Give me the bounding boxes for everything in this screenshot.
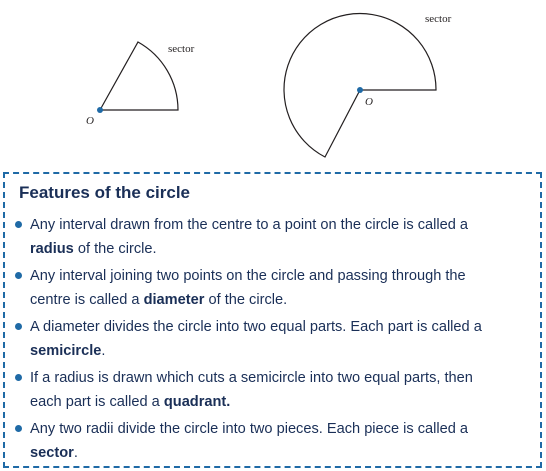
item-suffix: . <box>101 343 106 359</box>
bullet-icon <box>15 221 22 228</box>
sector-diagrams <box>0 0 546 172</box>
item-line: Any interval joining two points on the circle and passing through the <box>30 268 466 284</box>
bullet-icon <box>15 272 22 279</box>
list-item-text <box>30 213 530 261</box>
list-item <box>5 264 540 312</box>
left-center-point <box>97 107 103 113</box>
list-item-text <box>30 417 530 465</box>
left-sector-figure <box>86 42 195 127</box>
item-line: Any two radii divide the circle into two pieces. Each piece is called a <box>30 421 469 437</box>
item-term: sector <box>30 445 74 461</box>
left-sector-shape <box>100 42 178 110</box>
list-item <box>5 213 540 261</box>
bullet-icon <box>15 323 22 330</box>
item-line: A diameter divides the circle into two equal parts. Each part is called a <box>30 319 482 335</box>
right-center-label: O <box>365 96 373 108</box>
item-prefix: each part is called a <box>30 394 164 410</box>
list-item-text <box>30 315 530 363</box>
box-title: Features of the circle <box>19 183 191 202</box>
list-item-text <box>30 366 530 414</box>
item-suffix: of the circle. <box>73 241 157 257</box>
features-list <box>5 213 540 468</box>
right-sector-shape <box>284 14 436 157</box>
item-line: If a radius is drawn which cuts a semicircle into two equal parts, then <box>30 370 473 386</box>
left-center-label: O <box>86 115 94 127</box>
list-item <box>5 315 540 363</box>
item-term: quadrant. <box>163 394 231 410</box>
item-term: radius <box>30 241 74 257</box>
item-term: diameter <box>143 292 205 308</box>
item-suffix: of the circle. <box>204 292 288 308</box>
right-center-point <box>357 87 363 93</box>
features-info-box <box>3 172 542 468</box>
left-sector-label: sector <box>168 43 195 55</box>
right-sector-figure <box>284 13 452 157</box>
item-suffix: . <box>73 445 78 461</box>
bullet-icon <box>15 374 22 381</box>
list-item-text <box>30 264 530 312</box>
bullet-icon <box>15 425 22 432</box>
list-item <box>5 366 540 414</box>
right-sector-label: sector <box>425 13 452 25</box>
item-term: semicircle <box>30 343 102 359</box>
list-item <box>5 417 540 465</box>
sector-diagrams-svg <box>0 0 546 172</box>
item-line: Any interval drawn from the centre to a point on the circle is called a <box>30 217 469 233</box>
item-prefix: centre is called a <box>30 292 144 308</box>
